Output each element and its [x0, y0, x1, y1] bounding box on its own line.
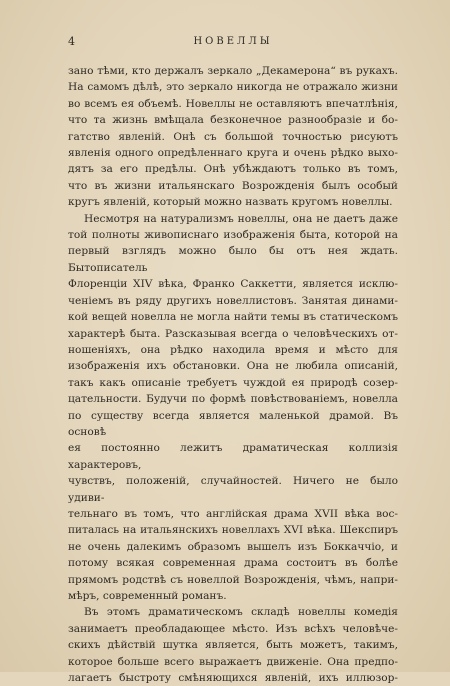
text-line: Флоренціи XIV вѣка, Франко Саккетти, является исклю- — [68, 278, 398, 291]
text-line: мѣръ, современный романъ. — [68, 590, 227, 602]
text-line: дятъ за его предѣлы. Онѣ убѣждаютъ только въ томъ, — [68, 163, 398, 176]
text-line: прямомъ родствѣ съ новеллой Возрожденія, чѣмъ, напри- — [68, 573, 398, 586]
text-line: цательности. Будучи по формѣ повѣствованіемъ, новелла — [68, 393, 398, 406]
text-line: На самомъ дѣлѣ, это зеркало никогда не отражало жизни — [68, 81, 398, 94]
text-line: явленія одного опредѣленнаго круга и очень рѣдко выхо- — [68, 147, 398, 160]
text-line: скихъ дѣйствій шутка является, быть можетъ, такимъ, — [68, 639, 398, 652]
text-line: что въ жизни итальянскаго Возрожденія былъ особый — [68, 179, 398, 192]
text-line: которое больше всего выражаетъ движеніе. Она предпо- — [68, 655, 398, 668]
text-line: не очень далекимъ образомъ вышелъ изъ Боккаччіо, и — [68, 540, 398, 553]
text-line: кой вещей новелла не могла найти темы въ статическомъ — [68, 311, 398, 324]
text-line: изображенія ихъ обстановки. Она не любила описаній, — [68, 360, 398, 373]
text-line: ношеніяхъ, она рѣдко находила время и мѣсто для — [68, 343, 398, 356]
text-line: потому всякая современная драма состоитъ въ болѣе — [68, 557, 398, 570]
text-line: питалась на итальянскихъ новеллахъ XVI вѣка. Шекспиръ — [68, 524, 398, 537]
page-number: 4 — [68, 35, 75, 48]
text-line: во всемъ ея объемѣ. Новеллы не оставляютъ впечатлѣнія, — [68, 97, 398, 110]
text-line: зано тѣми, кто держалъ зеркало „Декамерона“ въ рукахъ. — [68, 65, 398, 77]
text-line: занимаетъ преобладающее мѣсто. Изъ всѣхъ человѣче- — [68, 622, 398, 635]
text-line: ея постоянно лежитъ драматическая коллизія характеровъ, — [68, 442, 398, 471]
text-line: чувствъ, положеній, случайностей. Ничего не было удиви- — [68, 475, 398, 504]
text-line: по существу всегда является маленькой драмой. Въ основѣ — [68, 409, 398, 438]
body-text — [68, 63, 398, 686]
text-line: Несмотря на натурализмъ новеллы, она не даетъ даже — [84, 212, 398, 225]
text-line: характерѣ быта. Разсказывая всегда о человѣческихъ от- — [68, 327, 398, 340]
text-line: лагаетъ быстроту смѣняющихся явленій, ихъ иллюзор- — [68, 672, 398, 685]
page-header — [68, 35, 398, 49]
text-line: тельнаго въ томъ, что англійская драма XVII вѣка вос- — [68, 507, 398, 520]
text-line: кругъ явленій, который можно назвать кругомъ новеллы. — [68, 196, 393, 209]
text-line: первый взглядъ можно было бы отъ нея ждать. Бытописатель — [68, 245, 398, 274]
text-line: Въ этомъ драматическомъ складѣ новеллы комедія — [84, 606, 398, 619]
text-line: такъ какъ описаніе требуетъ чуждой ея природѣ созер- — [68, 376, 398, 389]
text-line: гатство явленій. Онѣ съ большой точностью рисуютъ — [68, 130, 398, 143]
text-line: ченіемъ въ ряду другихъ новеллистовъ. Занятая динами- — [68, 294, 398, 307]
running-title: НОВЕЛЛЫ — [193, 36, 273, 47]
text-line: той полноты живописнаго изображенія быта, которой на — [68, 229, 398, 242]
text-line: что та жизнь вмѣщала безконечное разнообразіе и бо- — [68, 114, 398, 127]
